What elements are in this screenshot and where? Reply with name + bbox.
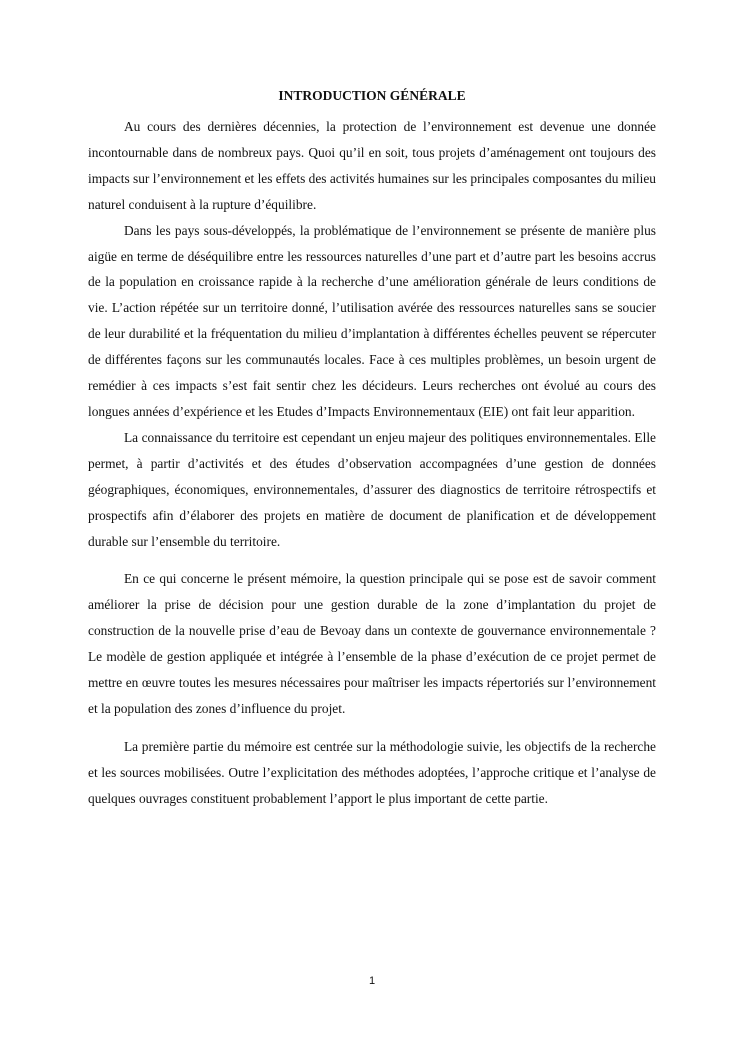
page-number: 1 bbox=[368, 975, 376, 987]
paragraph-territory-knowledge: La connaissance du territoire est cependant un enjeu majeur des politiques environnementales. Elle permet, à partir d’activités et des études d’observation accompagnées d’une gestion de données géographiques, économiques, environnementales, d’assurer des diagnostics de territoire rétrospectifs et prospectifs afin d’élaborer des projets en matière de document de planification et de développement durable sur l’ensemble du territoire. bbox=[88, 429, 656, 549]
paragraph-first-part: La première partie du mémoire est centrée sur la méthodologie suivie, les objectifs de la recherche et les sources mobilisées. Outre l’explicitation des méthodes adoptées, l’approche critique et l’analyse de quelques ouvrages constituent probablement l’apport le plus important de cette partie. bbox=[88, 738, 656, 806]
paragraph-research-question: En ce qui concerne le présent mémoire, la question principale qui se pose est de savoir comment améliorer la prise de décision pour une gestion durable de la zone d’implantation du projet de construction de la nouvelle prise d’eau de Bevoay dans un contexte de gouvernance environnementale ? Le modèle de gestion appliquée et intégrée à l’ensemble de la phase d’exécution de ce projet permet de mettre en œuvre toutes les mesures nécessaires pour maîtriser les impacts répertoriés sur l’environnement et la population des zones d’influence du projet. bbox=[88, 571, 656, 716]
document-body bbox=[88, 86, 656, 812]
paragraph-underdeveloped-countries: Dans les pays sous-développés, la problématique de l’environnement se présente de manière plus aigüe en terme de déséquilibre entre les ressources naturelles d’une part et d’autre part les besoins accrus de la population en croissance rapide à la recherche d’une amélioration générale de leurs conditions de vie. L’action répétée sur un territoire donné, l’utilisation avérée des ressources naturelles sans se soucier de leur durabilité et la fréquentation du milieu d’implantation à différentes échelles peuvent se répercuter de différentes façons sur les communautés locales. Face à ces multiples problèmes, un besoin urgent de remédier à ces impacts s’est fait sentir chez les décideurs. Leurs recherches ont évolué au cours des longues années d’expérience et les Etudes d’Impacts Environnementaux (EIE) ont fait leur apparition. bbox=[88, 222, 656, 419]
page-title: INTRODUCTION GÉNÉRALE bbox=[278, 88, 466, 103]
paragraph-intro: Au cours des dernières décennies, la protection de l’environnement est devenue une donnée incontournable dans de nombreux pays. Quoi qu’il en soit, tous projets d’aménagement ont toujours des impacts sur l’environnement et les effets des activités humaines sur les principales composantes du milieu naturel conduisent à la rupture d’équilibre. bbox=[88, 119, 656, 212]
